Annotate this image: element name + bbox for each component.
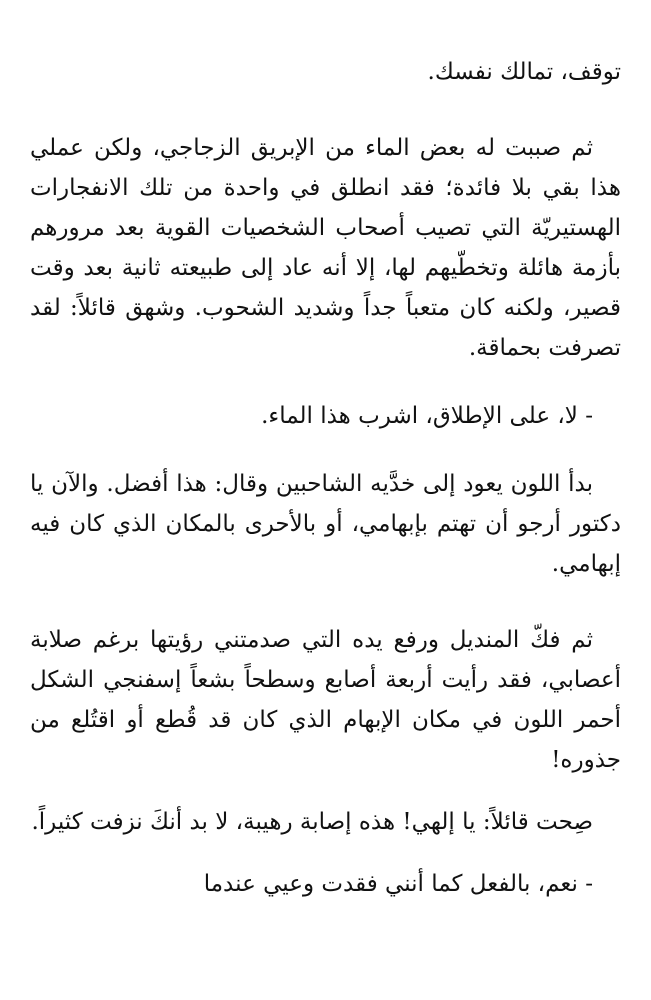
paragraph-5: ثم فكّ المنديل ورفع يده التي صدمتني رؤيتها برغم صلابة أعصابي، فقد رأيت أربعة أصابع وسطحاً بشعاً إسفنجي الشكل أحمر اللون في مكان الإبهام الذي كان قد قُطع أو اقتُلع من جذوره! [30, 627, 621, 773]
paragraph-6: صِحت قائلاً: يا إلهي! هذه إصابة رهيبة، لا بد أنكَ نزفت كثيراً. [31, 809, 593, 835]
paragraph-2: ثم صببت له بعض الماء من الإبريق الزجاجي، ولكن عملي هذا بقي بلا فائدة؛ فقد انطلق في واحدة من تلك الانفجارات الهستيريّة التي تصيب أصحاب الشخصيات القوية بعد مرورهم بأزمة هائلة وتخطّيهم لها، إلا أنه عاد إلى طبيعته ثانية بعد وقت قصير، ولكنه كان متعباً جداً وشديد الشحوب. وشهق قائلاً: لقد تصرفت بحماقة. [30, 135, 621, 361]
paragraph-4: بدأ اللون يعود إلى خدَّيه الشاحبين وقال: هذا أفضل. والآن يا دكتور أرجو أن تهتم بإبهامي، أو بالأحرى بالمكان الذي كان فيه إبهامي. [30, 471, 621, 577]
paragraph-1: توقف، تمالك نفسك. [427, 59, 621, 85]
paragraph-7-dialogue: - نعم، بالفعل كما أنني فقدت وعيي عندما [203, 871, 593, 897]
paragraph-3-dialogue: - لا، على الإطلاق، اشرب هذا الماء. [261, 403, 593, 429]
